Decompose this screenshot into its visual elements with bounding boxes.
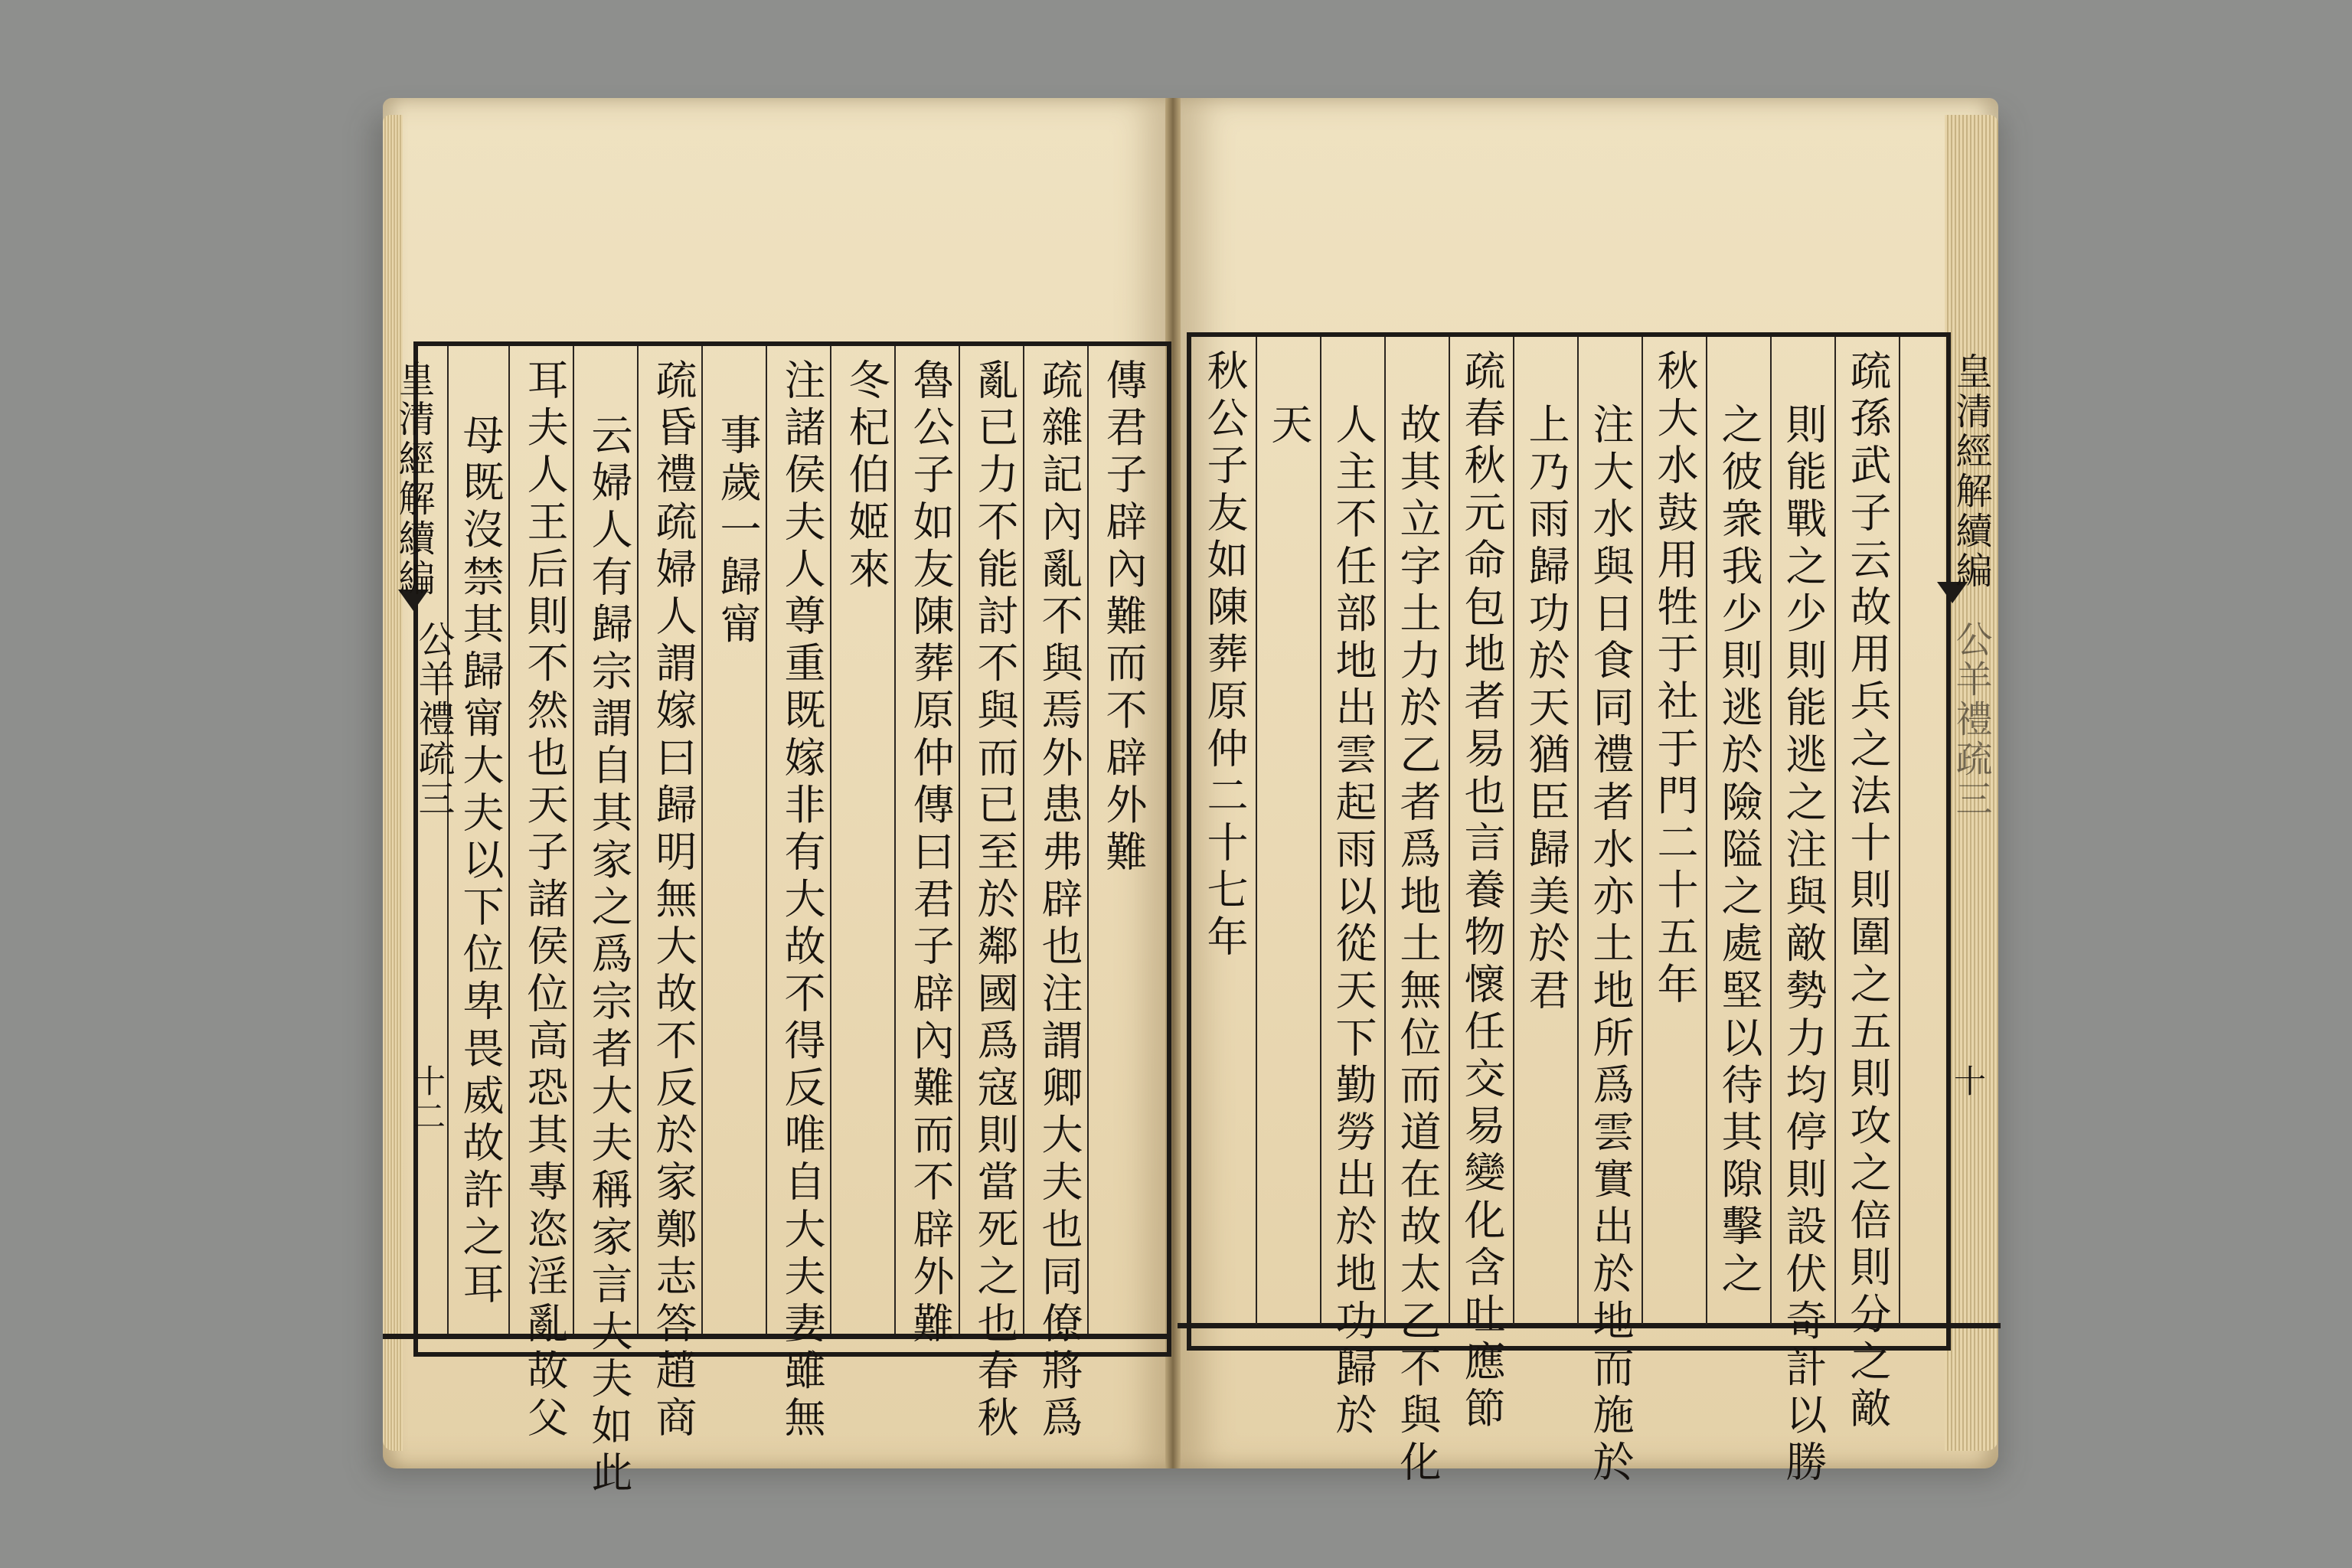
text-column: 母既沒禁其歸甯大夫以下位卑畏威故許之耳 — [456, 413, 505, 1310]
text-column: 傳君子辟內難而不辟外難 — [1099, 358, 1148, 877]
text-column: 故其立字土力於乙者爲地土無位而道在故太乙不與化 — [1393, 403, 1442, 1488]
text-column: 亂已力不能討不與而已至於鄰國爲寇則當死之也春秋 — [971, 358, 1019, 1443]
right-column-rule — [1770, 337, 1772, 1325]
right-column-rule — [1320, 337, 1321, 1325]
left-column-rule — [637, 346, 639, 1334]
text-column: 冬杞伯姬來 — [842, 358, 890, 594]
right-column-rule — [1384, 337, 1386, 1325]
left-column-rule — [894, 346, 896, 1334]
right-banxin-folio: 十 — [1949, 1064, 1987, 1099]
left-column-rule — [508, 346, 510, 1334]
text-column: 魯公子如友陳葬原仲傳曰君子辟內難而不辟外難 — [906, 358, 955, 1349]
right-column-rule — [1834, 337, 1836, 1325]
text-column: 注諸侯夫人尊重既嫁非有大故不得反唯自大夫妻雖無 — [778, 358, 826, 1443]
left-column-rule — [830, 346, 831, 1334]
text-column: 之彼衆我少則逃於險隘之處堅以待其隙擊之 — [1715, 403, 1763, 1299]
text-column: 疏雜記內亂不與焉外患弗辟也注謂卿大夫也同僚將爲 — [1035, 358, 1083, 1443]
text-column: 疏昏禮疏婦人謂嫁曰歸明無大故不反於家鄭志答趙商 — [649, 358, 697, 1443]
text-column: 人主不任部地出雲起雨以從天下勤勞出於地功歸於 — [1329, 403, 1377, 1441]
right-column-rule — [1513, 337, 1514, 1325]
left-column-rule — [1023, 346, 1024, 1334]
text-column: 注大水與日食同禮者水亦土地所爲雲實出於地而施於 — [1586, 403, 1635, 1488]
text-column: 天 — [1265, 403, 1313, 450]
left-page-edges — [383, 115, 403, 1451]
text-column: 疏春秋元命包地者易也言養物懷任交易變化含吐應節 — [1458, 349, 1506, 1434]
left-banxin-section: 公羊禮疏三 — [412, 620, 455, 819]
left-banxin-title: 皇清經解續編 — [392, 360, 435, 599]
text-column: 事歲一歸甯 — [714, 413, 762, 649]
right-column-rule — [1642, 337, 1643, 1325]
left-column-rule — [959, 346, 960, 1334]
left-column-rule — [573, 346, 574, 1334]
left-banxin-rule — [447, 346, 449, 1334]
text-column: 耳夫人王后則不然也天子諸侯位高恐其專恣淫亂故父 — [521, 358, 569, 1443]
right-banxin-title: 皇清經解續編 — [1949, 352, 1992, 591]
text-column: 上乃雨歸功於天猶臣歸美於君 — [1522, 403, 1570, 1016]
text-column: 秋公子友如陳葬原仲二十七年 — [1200, 349, 1249, 962]
right-column-rule — [1256, 337, 1257, 1325]
right-column-rule — [1706, 337, 1707, 1325]
right-column-rule — [1449, 337, 1450, 1325]
left-column-rule — [766, 346, 767, 1334]
left-column-rule — [701, 346, 703, 1334]
text-column: 秋大水鼓用牲于社于門二十五年 — [1651, 349, 1699, 1010]
left-column-rule — [1087, 346, 1089, 1334]
text-column: 疏孫武子云故用兵之法十則圍之五則攻之倍則分之敵 — [1844, 349, 1892, 1434]
text-column: 則能戰之少則能逃之注與敵勢力均停則設伏奇計以勝 — [1779, 403, 1828, 1488]
right-column-rule — [1577, 337, 1579, 1325]
left-banxin-folio: 十二 — [409, 1064, 446, 1135]
right-banxin-rule — [1899, 337, 1900, 1325]
right-banxin-section: 公羊禮疏三 — [1949, 620, 1992, 819]
text-column: 云婦人有歸宗謂自其家之爲宗者大夫稱家言大夫如此 — [585, 413, 633, 1498]
